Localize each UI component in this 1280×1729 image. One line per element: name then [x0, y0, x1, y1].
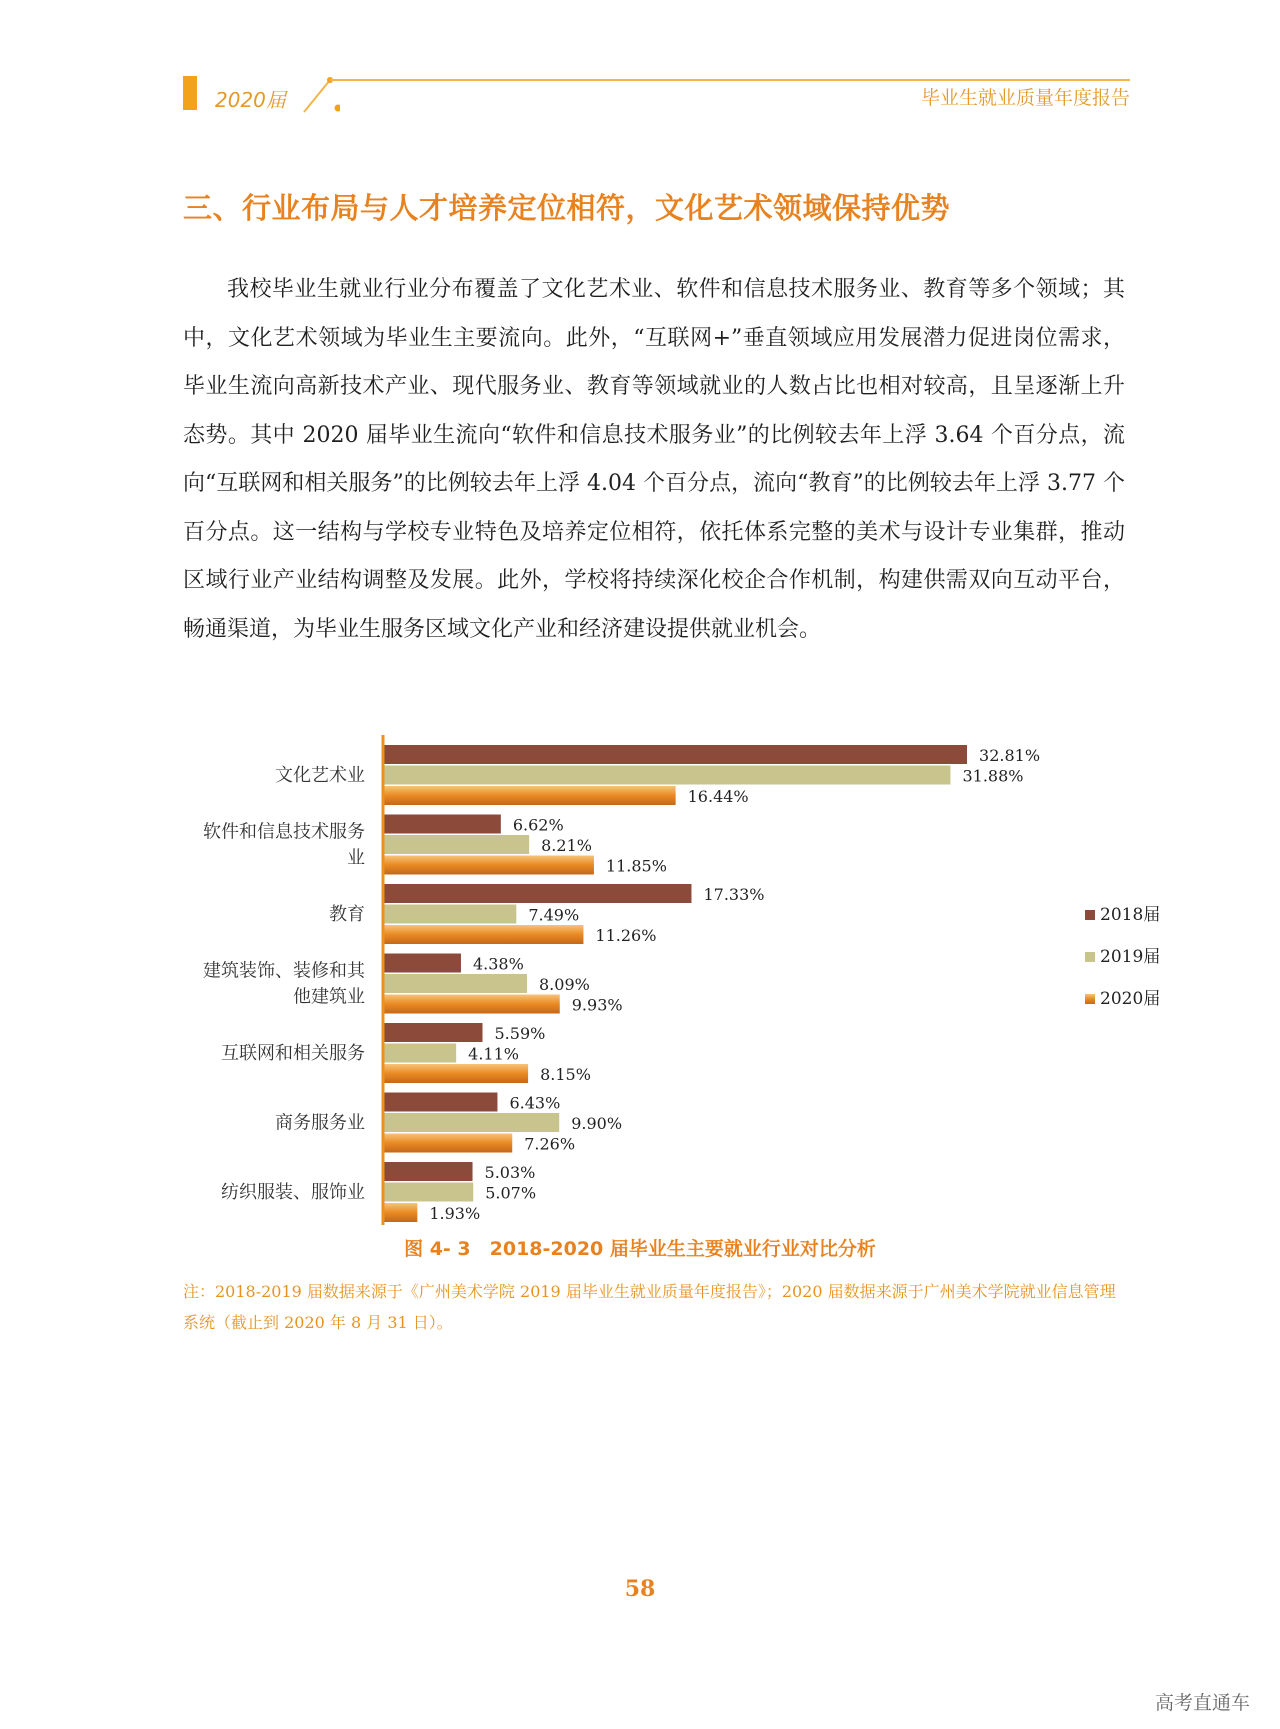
bar-2019届: [383, 835, 529, 854]
header-report-title: 毕业生就业质量年度报告: [920, 87, 1130, 109]
legend-swatch: [1085, 952, 1095, 962]
bar-2019届: [383, 766, 950, 785]
data-label: 11.26%: [595, 926, 657, 945]
category-label: 他建筑业: [293, 986, 365, 1008]
bar-2018届: [383, 884, 691, 903]
bar-2019届: [383, 1183, 473, 1202]
data-label: 4.11%: [468, 1044, 519, 1064]
data-label: 7.49%: [528, 905, 580, 925]
category-label: 业: [347, 847, 365, 869]
section-title: 三、行业布局与人才培养定位相符，文化艺术领域保持优势: [183, 191, 951, 225]
data-label: 31.88%: [962, 766, 1024, 786]
category-label: 建筑装饰、装修和其: [203, 960, 365, 982]
data-label: 5.07%: [485, 1183, 537, 1203]
legend-swatch: [1085, 910, 1095, 920]
data-label: 8.09%: [539, 975, 590, 994]
legend-label: 2018届: [1100, 905, 1161, 925]
category-label: 互联网和相关服务: [221, 1043, 365, 1064]
data-label: 9.90%: [571, 1114, 623, 1133]
bar-2020届: [383, 1064, 528, 1083]
data-label: 17.33%: [703, 885, 765, 904]
data-label: 6.62%: [512, 815, 564, 835]
bar-2020届: [383, 856, 594, 875]
bar-2018届: [383, 1093, 497, 1112]
data-label: 9.93%: [571, 995, 623, 1015]
bar-2018届: [383, 954, 461, 973]
bar-2018届: [383, 1162, 473, 1181]
header-rule: [330, 79, 1130, 81]
header-decoration: [300, 76, 340, 116]
bar-2020届: [383, 1203, 417, 1222]
header-bar: [183, 76, 197, 110]
legend-label: 2020届: [1100, 989, 1161, 1009]
industry-bar-chart: [0, 730, 1280, 1230]
data-label: 6.43%: [509, 1093, 561, 1113]
data-label: 4.38%: [472, 954, 524, 974]
category-label: 教育: [329, 904, 365, 925]
body-text: [183, 266, 1125, 654]
bar-2020届: [383, 1134, 512, 1153]
figure-caption: 图 4- 3 2018-2020 届毕业生主要就业行业对比分析: [404, 1238, 876, 1260]
category-label: 软件和信息技术服务: [203, 821, 365, 843]
bar-2020届: [383, 786, 676, 805]
data-label: 1.93%: [429, 1204, 481, 1223]
data-label: 7.26%: [524, 1134, 576, 1154]
page-number: 58: [624, 1576, 656, 1602]
bar-2019届: [383, 1044, 456, 1063]
bar-2020届: [383, 925, 583, 944]
bar-2019届: [383, 1113, 559, 1132]
figure-note: 注：2018-2019 届数据来源于《广州美术学院 2019 届毕业生就业质量年度报告》；2020 届数据来源于广州美术学院就业信息管理系统（截止到 2020 年 8 月 31 日）。: [183, 1282, 1116, 1332]
data-label: 32.81%: [979, 746, 1041, 765]
body-paragraph: 我校毕业生就业行业分布覆盖了文化艺术业、软件和信息技术服务业、教育等多个领域；其中，文化艺术领域为毕业生主要流向。此外，“互联网+”垂直领域应用发展潜力促进岗位需求，毕业生流向高新技术产业、现代服务业、教育等领域就业的人数占比也相对较高，且呈逐渐上升态势。其中 2020 届毕业生流向“软件和信息技术服务业”的比例较去年上浮 3.64 个百分点，流向“互联网和相关服务”的比例较去年上浮 4.04 个百分点，流向“教育”的比例较去年上浮 3.77 个百分点。这一结构与学校专业特色及培养定位相符，依托体系完整的美术与设计专业集群，推动区域行业产业结构调整及发展。此外，学校将持续深化校企合作机制，构建供需双向互动平台，畅通渠道，为毕业生服务区域文化产业和经济建设提供就业机会。: [183, 277, 1125, 642]
watermark: 高考直通车: [1154, 1692, 1250, 1714]
data-label: 16.44%: [687, 787, 749, 806]
data-label: 11.85%: [605, 856, 667, 876]
category-label: 商务服务业: [275, 1112, 365, 1134]
bar-2018届: [383, 815, 501, 834]
bar-2018届: [383, 745, 967, 764]
bar-2020届: [383, 995, 560, 1014]
legend-label: 2019届: [1100, 947, 1161, 967]
category-label: 文化艺术业: [275, 765, 365, 786]
bar-2019届: [383, 974, 527, 993]
bar-2018届: [383, 1023, 483, 1042]
data-label: 8.21%: [541, 836, 592, 855]
header-year: 2020届: [215, 88, 286, 112]
bar-2019届: [383, 905, 516, 924]
data-label: 5.59%: [494, 1024, 546, 1043]
legend-swatch: [1085, 994, 1095, 1004]
category-label: 纺织服装、服饰业: [221, 1182, 365, 1203]
data-label: 5.03%: [484, 1163, 536, 1182]
data-label: 8.15%: [540, 1065, 591, 1084]
